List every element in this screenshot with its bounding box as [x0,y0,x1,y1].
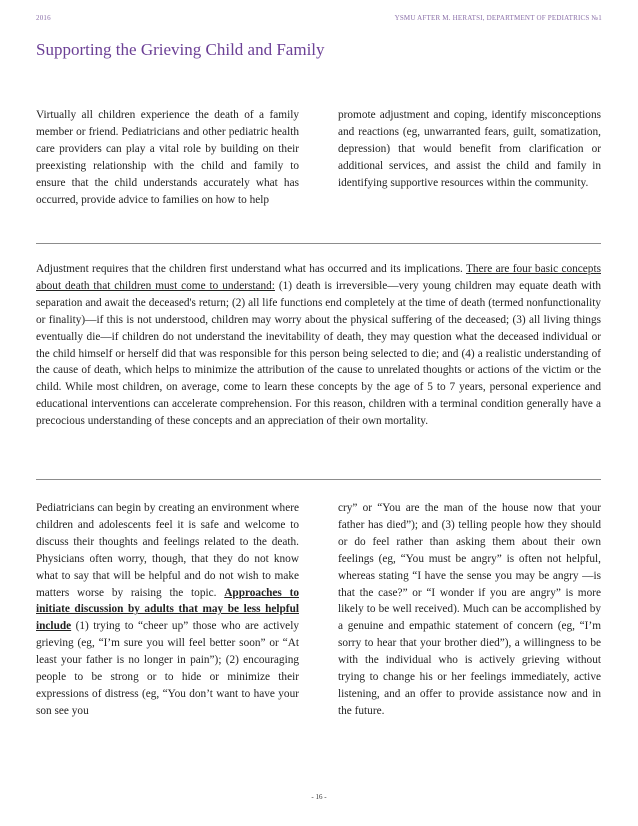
concept-2-text: all life functions end completely at the time of death (termed nonfunctionality or finality)—if this is not understood, children may worry about the physical suffering of the deceased; [36,296,601,326]
concept-3-number: (3) [512,313,526,326]
lower-left-lead: Pediatricians can begin by creating an environment where children and adolescents feel it is safe and welcome to discuss their thoughts and feelings related to the death. Physicians often worry, though, that they do not know what to say that will be helpful and do not wish to make matters worse by raising the topic. [36,502,299,599]
lower-left-tail: (1) trying to “cheer up” those who are actively grieving (eg, “I’m sure you will feel better soon” or “At least your father is no longer in pain”); (2) encouraging people to be strong or to hide or minimize their expressions of distress (eg, “You don’t want to have your son see you [36,620,299,717]
intro-columns [36,107,601,208]
divider-top [36,243,601,244]
concept-4-number: (4) [461,347,475,360]
age-upper: 7 [449,381,456,394]
lower-left-column [36,500,299,720]
page-title: Supporting the Grieving Child and Family [36,40,325,59]
header-institution: YSMU AFTER M. HERATSI, DEPARTMENT OF PEDIATRICS №1 [394,14,602,22]
concepts-lead: Adjustment requires that the children first understand what has occurred and its implications. [36,263,466,275]
age-lower: 5 [427,381,433,394]
intro-right-column: promote adjustment and coping, identify misconceptions and reactions (eg, unwarranted fears, guilt, somatization, depression) that would benefit from clarification or additional services, and assist the child and family in identifying supportive resources within the community. [338,109,601,189]
concepts-paragraph [36,261,601,430]
page-number: - 16 - [311,793,327,801]
concept-2-number: (2) [231,296,246,309]
lower-columns [36,500,601,720]
header-year: 2016 [36,14,51,22]
lower-right-column: cry” or “You are the man of the house now that your father has died”); and (3) telling people how they should or do feel rather than asking them about their own feelings (eg, “You must be angry” is often not helpful, whereas stating “I have the sense you may be angry —is that the case?” or “I wonder if you are angry” is more likely to be well received). Much can be accomplished by a genuine and empathic statement of concern (eg, “I’m sorry to hear that your brother died”), a willingness to be with the individual who is actively grieving without trying to change his or her feelings immediately, active listening, and an offer to provide assistance now and in the future. [338,502,601,717]
concepts-tail: years, personal experience and educational interventions can accelerate comprehension. For this reason, children with a terminal condition generally have a precocious understanding of these concepts and an appreciation of their own mortality. [36,381,601,428]
lower-left-emphasis: Approaches to initiate discussion by adults that may be less helpful include [36,586,299,633]
concept-1-number: (1) [278,279,293,292]
concept-4-text: a realistic understanding of the cause of death, which helps to minimize the attribution of the cause to unrelated thoughts or actions of the victim or the child. While most children, on average, come to learn these concepts by the age of [36,347,601,394]
concept-3-text: all living things eventually die—if children do not understand the inevitability of death, they may question what the deceased individual or the child himself or herself did that was responsible for this person being selected to die; and [36,313,601,360]
intro-left-column: Virtually all children experience the death of a family member or friend. Pediatricians and other pediatric health care providers can play a vital role by building on their preexisting relationship with the child and family to ensure that the child understands accurately what has occurred, provide advice to families on how to help [36,109,299,206]
concept-1-text: death is irreversible—very young children may equate death with separation and await the deceased's return; [36,279,601,309]
age-connector: to [432,381,450,394]
divider-bottom [36,479,601,480]
concepts-emphasis: There are four basic concepts about death that children must come to understand: [36,263,601,292]
